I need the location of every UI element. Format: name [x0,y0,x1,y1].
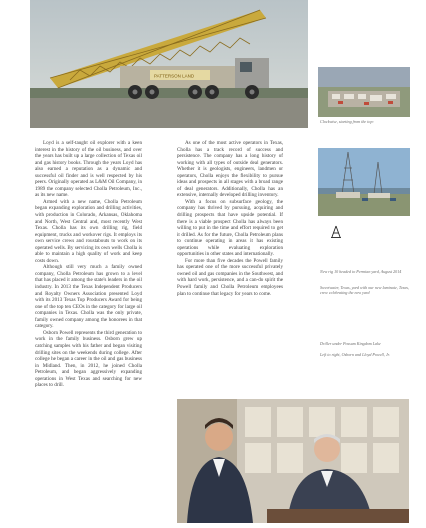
bottom-photo-portrait [177,399,409,523]
paragraph: Although still very much a family owned company, Cholla Petroleum has grown to a level that has placed it among the state's leaders in the oil industry. In 2013 the Texas Independent Producers and Royalty Owners Association presented Loyd with its 2013 Texas Top Producers Award for being one of the top ten CEOs in the category for large oil companies in Texas. Cholla was the only private, family owned company among the honorees in that category. [35,264,142,330]
caption-sweetwater: Sweetwater, Texas, yard with our new laminate, Texas, crew celebrating the new yard [320,285,410,296]
paragraph: For more than five decades the Powell family has operated one of the more successful privately owned oil and gas companies in the Southwest, and with hard work, persistence, and a can-do spirit the Powell family and Cholla Petroleum employees plan to continue that legacy for years to come. [177,257,283,297]
paragraph: Armed with a new name, Cholla Petroleum began expanding exploration and drilling activities, with production in Colorado, Arkansas, Oklahoma and North, West Central and, most recently West Texas. Cholla has its own drilling rig, field equipment, trucks and workover rigs. It employs its own service crews and roustabouts to work on its operated wells. By servicing its own wells Cholla is able to maintain a high quality of work and keep costs down. [35,198,142,264]
caption-new-rig: New rig 10 headed to Permian yard, August 2014 [320,269,402,274]
paragraph: Loyd is a self-taught oil explorer with a keen interest in the history of the oil business, and over the years has built up a large collection of Texas oil and gas history books. Through the years Loyd has also earned a reputation as a dynamic and successful oil finder and is well respected by his peers. Originally operated as L&M Oil Company, in 1989 the company selected Cholla Petroleum, Inc., as its new name. [35,140,142,199]
caption-driller: Driller under Possum Kingdom Lake [320,341,381,346]
caption-clockwise: Clockwise, starting from the top: [320,119,374,124]
side-photo-rig-lake [318,148,410,216]
paragraph: With a focus on subsurface geology, the company has thrived by pursuing, acquiring and drilling prospects that have upside potential. If there is a viable prospect Cholla has always been willing to put in the time and effort required to get it drilled. As for the future, Cholla Petroleum plans to continue operating in areas it has existing operations while evaluating exploration opportunities in other states and internationally. [177,198,283,258]
paragraph: Osborn Powell represents the third generation to work in the family business. Osborn grew up catching samples with his father and began visiting drilling sites on the weekends during college. After college he began a career in the oil and gas business in Midland. Then, in 2012, he joined Cholla Petroleum, and began aggressively expanding operations in West Texas and searching for new places to drill. [35,329,142,389]
paragraph: As one of the most active operators in Texas, Cholla has a track record of success and persistence. The company has a long history of working with all types of outside deal generators. Whether it is geologists, engineers, landmen or operators, Cholla enjoys the flexibility to pursue ideas and prospects in all stages with a broad range of deal generators. Additionally, Cholla has an extensive, internally developed drilling inventory. [177,140,283,199]
article-column-1 [35,140,142,389]
rig-sign-text: PATTERSON LAND [154,73,195,79]
hero-photo [30,0,308,128]
rig-logo-icon [330,225,342,239]
side-photo-aerial [318,67,410,117]
article-column-2 [177,140,283,297]
caption-left-to-right: Left to right, Osborn and Lloyd Powell, Jr. [320,352,390,357]
